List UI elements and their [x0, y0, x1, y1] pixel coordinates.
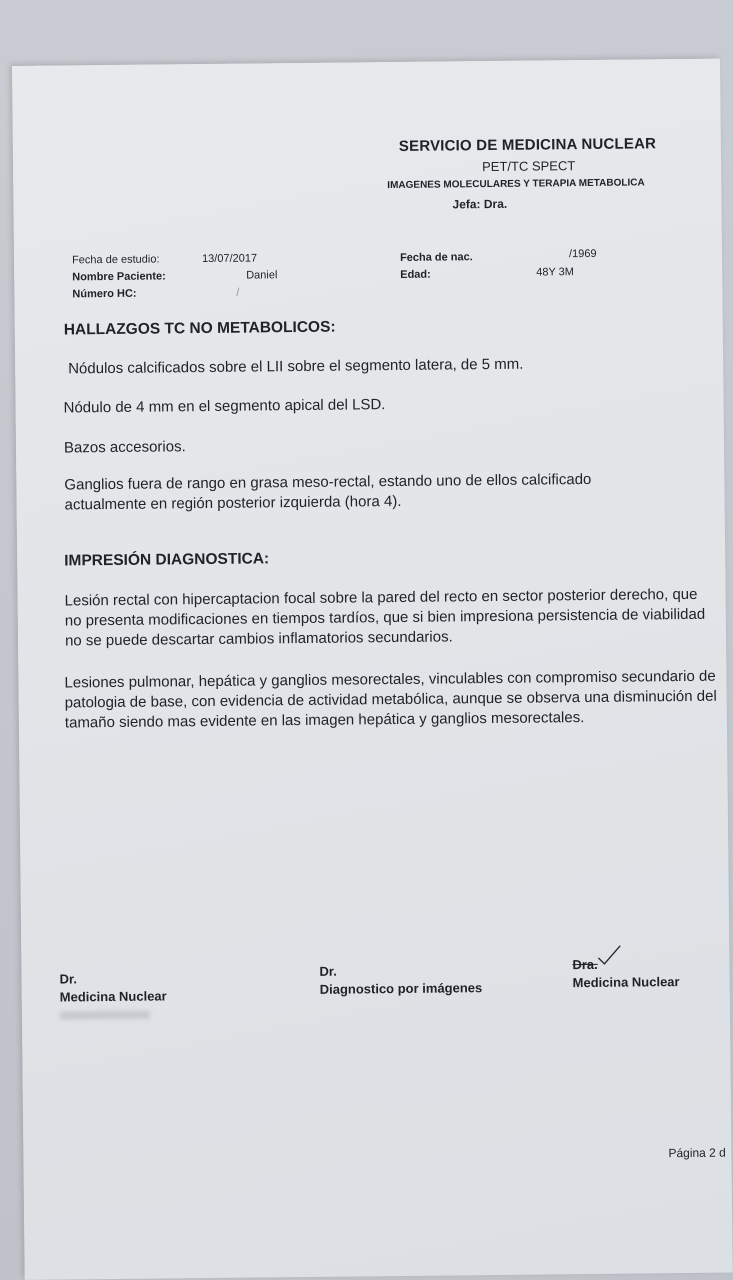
dob-value: /1969 [568, 247, 597, 261]
finding-item: Bazos accesorios. [63, 438, 186, 457]
hc-label: Número HC: [72, 287, 137, 301]
impression-heading: IMPRESIÓN DIAGNOSTICA: [64, 550, 270, 570]
service-head: Jefa: Dra. [452, 196, 508, 212]
signature-1-role: Medicina Nuclear [59, 988, 167, 1005]
signature-3-name: Dra. [572, 956, 598, 973]
finding-item: Ganglios fuera de rango en grasa meso-rectal, estando uno de ellos calcificado actualmente en región posterior izquierda (hora 4). [64, 470, 592, 514]
redacted-signature-detail [60, 1011, 150, 1020]
findings-heading: HALLAZGOS TC NO METABOLICOS: [63, 318, 336, 339]
finding-item: Nódulos calcificados sobre el LII sobre el segmento latera, de 5 mm. [68, 355, 524, 378]
patient-name-label: Nombre Paciente: [72, 270, 166, 284]
age-value: 48Y 3M [536, 266, 574, 279]
finding-item: Nódulo de 4 mm en el segmento apical del LSD. [63, 396, 386, 417]
dob-label: Fecha de nac. [399, 251, 473, 264]
patient-name-value: Daniel [246, 269, 278, 282]
signature-3-role: Medicina Nuclear [572, 974, 680, 991]
service-subtitle-2: IMAGENES MOLECULARES Y TERAPIA METABOLICA [387, 177, 645, 192]
service-subtitle: PET/TC SPECT [482, 158, 576, 175]
impression-paragraph: Lesión rectal con hipercaptacion focal sobre la pared del recto en sector posterior derecho, que no presenta modificaciones en tiempos tardíos, que si bien impresiona persistencia de viabilidad no se puede descartar cambios inflamatorios secundarios. [64, 585, 706, 650]
signature-2-name: Dr. [319, 963, 337, 979]
handwritten-check-mark [596, 944, 622, 966]
signature-2-role: Diagnostico por imágenes [319, 980, 483, 997]
study-date-value: 13/07/2017 [201, 252, 258, 266]
study-date-label: Fecha de estudio: [71, 253, 160, 267]
hc-value: / [236, 286, 240, 299]
document-page [12, 59, 733, 1280]
age-label: Edad: [400, 268, 431, 281]
service-title: SERVICIO DE MEDICINA NUCLEAR [398, 135, 657, 155]
impression-paragraph: Lesiones pulmonar, hepática y ganglios mesorectales, vinculables con compromiso secundario de patologia de base, con evidencia de actividad metabólica, aunque se observa una disminución del tamaño siendo mas evidente en las imagen hepática y ganglios mesorectales. [64, 667, 717, 732]
page-number: Página 2 d [668, 1145, 726, 1161]
signature-1-name: Dr. [59, 971, 77, 987]
